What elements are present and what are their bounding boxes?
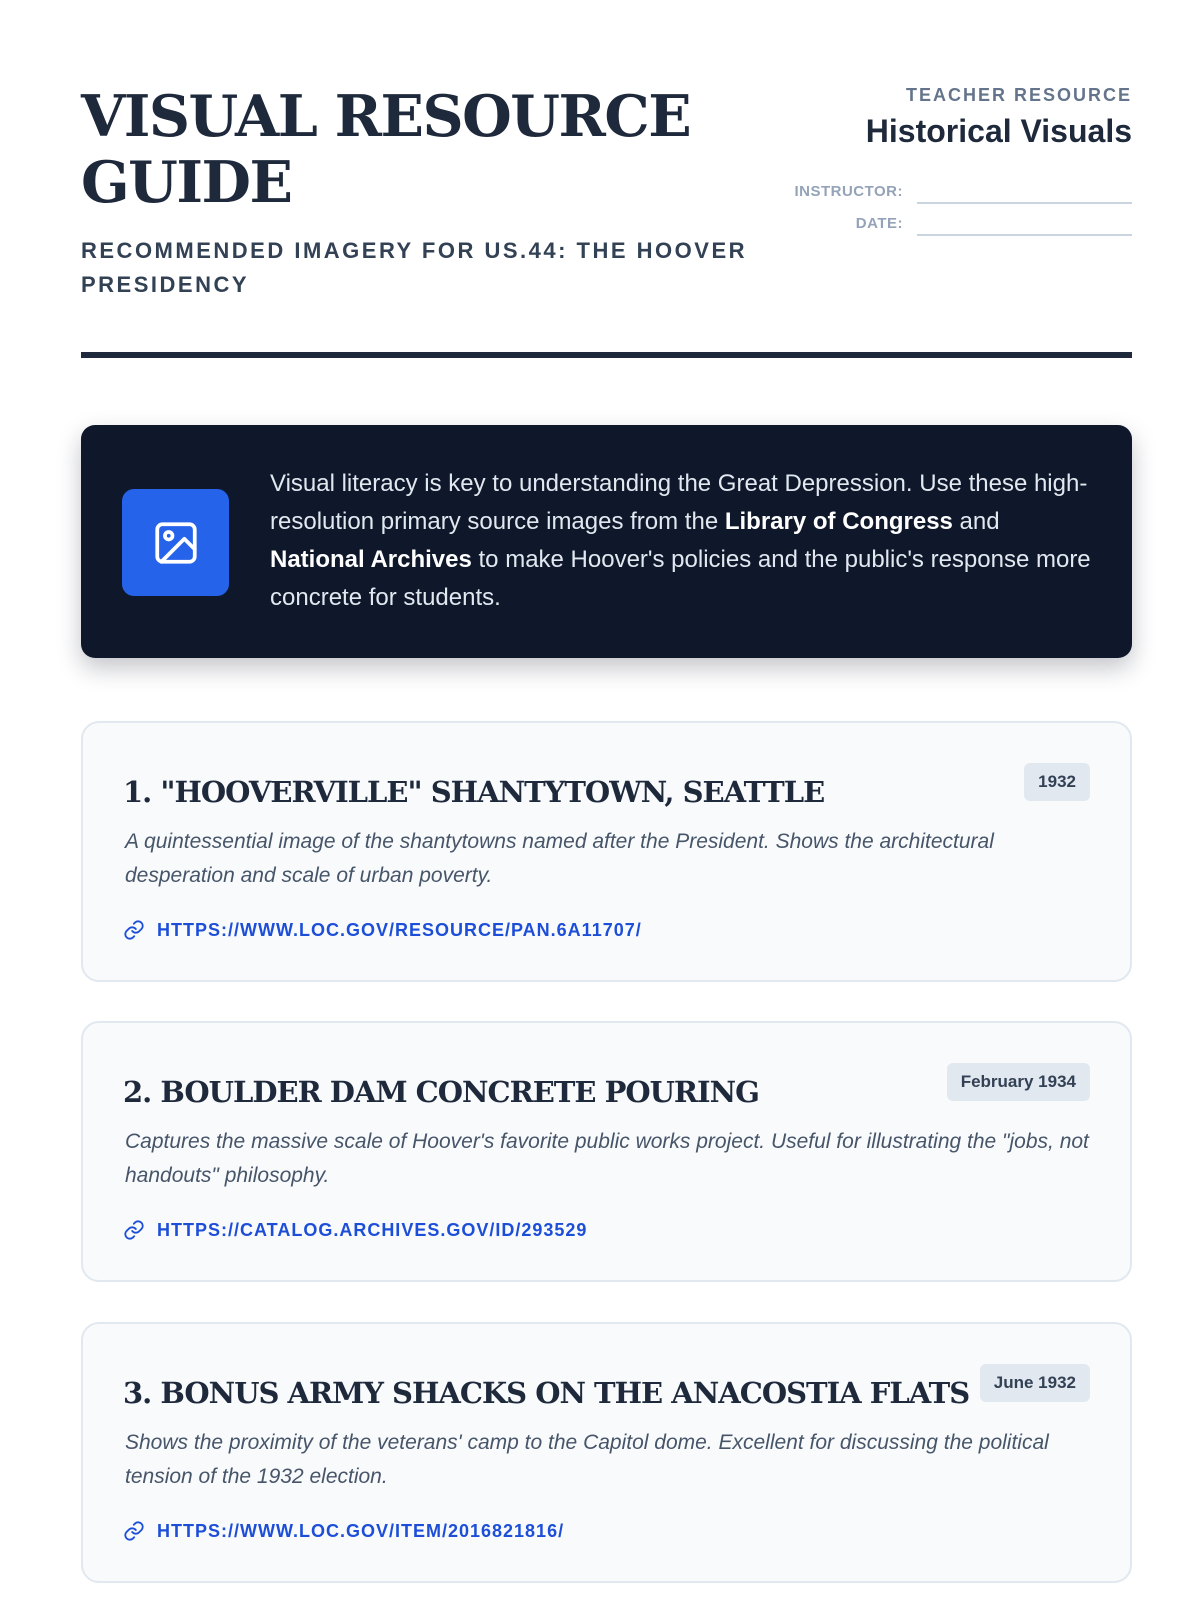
intro-text-part-3: to make Hoover's policies and the public's response more concrete for students. (270, 546, 1091, 611)
intro-text-part-1: Visual literacy is key to understanding the Great Depression. Use these high-resolution primary source images from the (270, 470, 1088, 535)
resource-kicker: TEACHER RESOURCE (905, 85, 1132, 105)
resource-guide-page (81, 0, 1132, 1600)
date-row (772, 204, 1132, 236)
card-description: Captures the massive scale of Hoover's favorite public works project. Useful for illustrating the "jobs, not handouts" philosophy. (125, 1130, 1089, 1187)
card-title: 3. BONUS ARMY SHACKS ON THE ANACOSTIA FLATS (123, 1376, 970, 1410)
card-description: Shows the proximity of the veterans' camp to the Capitol dome. Excellent for discussing the political tension of the 1932 election. (125, 1431, 1049, 1488)
instructor-label: INSTRUCTOR: (794, 183, 903, 200)
page-title-line-2: GUIDE (81, 149, 292, 216)
intro-text (270, 465, 1100, 617)
card-title: 2. BOULDER DAM CONCRETE POURING (123, 1075, 759, 1109)
link-icon (123, 919, 145, 941)
card-link-text[interactable]: HTTPS://WWW.LOC.GOV/RESOURCE/PAN.6A11707/ (157, 920, 642, 940)
page-title-line-1: VISUAL RESOURCE (81, 83, 691, 150)
date-badge: February 1934 (947, 1063, 1090, 1101)
instructor-field[interactable] (917, 184, 1132, 204)
link-icon (123, 1520, 145, 1542)
card-title: 1. "HOOVERVILLE" SHANTYTOWN, SEATTLE (123, 775, 825, 809)
page-subtitle-line-1: RECOMMENDED IMAGERY FOR US.44: THE HOOVER (81, 238, 748, 263)
image-icon (122, 489, 229, 596)
card-link[interactable] (123, 1520, 564, 1542)
card-description: A quintessential image of the shantytowns named after the President. Shows the architectural desperation and scale of urban poverty. (125, 830, 994, 887)
resource-title: Historical Visuals (865, 113, 1132, 149)
intro-callout (81, 425, 1132, 658)
card-link-text[interactable]: HTTPS://CATALOG.ARCHIVES.GOV/ID/293529 (157, 1220, 588, 1240)
intro-bold-library: Library of Congress (724, 508, 953, 535)
card-link[interactable] (123, 1219, 587, 1241)
intro-bold-archives: National Archives (270, 546, 472, 573)
resource-card (81, 721, 1132, 982)
title-block (81, 84, 791, 302)
page-title (81, 84, 791, 216)
card-link-text[interactable]: HTTPS://WWW.LOC.GOV/ITEM/2016821816/ (157, 1521, 565, 1541)
page-subtitle (81, 234, 791, 302)
instructor-row (772, 172, 1132, 204)
page-subtitle-line-2: PRESIDENCY (81, 272, 250, 297)
meta-block (772, 84, 1132, 236)
date-label: DATE: (855, 215, 903, 232)
page-header (81, 84, 1132, 296)
meta-fields (772, 172, 1132, 236)
intro-text-part-2: and (952, 508, 1000, 535)
header-divider (81, 352, 1132, 358)
card-link[interactable] (123, 919, 642, 941)
resource-card (81, 1021, 1132, 1282)
date-badge: 1932 (1024, 763, 1090, 801)
link-icon (123, 1219, 145, 1241)
date-badge: June 1932 (980, 1364, 1090, 1402)
date-field[interactable] (917, 216, 1132, 236)
resource-card (81, 1322, 1132, 1583)
